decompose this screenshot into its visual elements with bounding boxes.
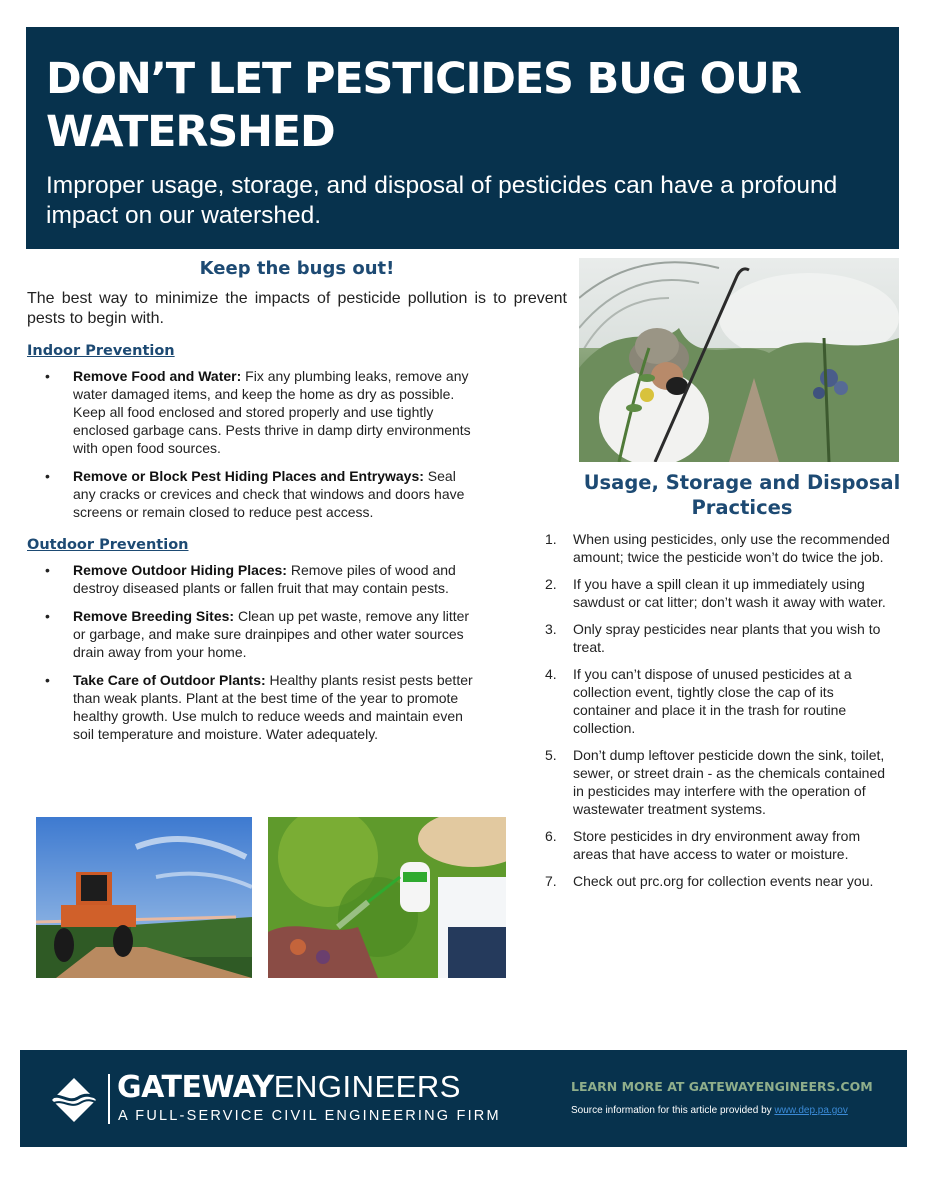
list-item <box>27 671 473 743</box>
item-text: Only spray pesticides near plants that you wish to treat. <box>573 621 881 655</box>
list-item <box>540 827 893 863</box>
item-text: When using pesticides, only use the recommended amount; twice the pesticide won’t do twice the job. <box>573 531 890 565</box>
item-text: Remove piles of wood and destroy diseased plants or fallen fruit that may contain pests. <box>73 562 456 596</box>
item-title: Remove Breeding Sites: <box>73 608 235 624</box>
item-title: Take Care of Outdoor Plants: <box>73 672 266 688</box>
item-number: 6. <box>545 828 557 844</box>
outdoor-prevention-list <box>27 561 567 743</box>
section-title-keep-bugs-out: Keep the bugs out! <box>199 258 395 279</box>
tractor-sprayer-image <box>36 817 252 978</box>
brand-name-bold: GATEWAY <box>117 1070 274 1105</box>
item-title: Remove Food and Water: <box>73 368 242 384</box>
diamond-wave-logo-icon <box>50 1076 98 1128</box>
list-item <box>27 467 473 521</box>
item-text: If you can’t dispose of unused pesticides at a collection event, tightly close the cap of its container and place it in the trash for routine collection. <box>573 666 852 736</box>
brand-name-light: ENGINEERS <box>273 1069 461 1104</box>
brand-name <box>117 1069 461 1106</box>
item-number: 3. <box>545 621 557 637</box>
footer-banner <box>20 1050 907 1147</box>
practices-list <box>540 530 900 890</box>
photo-gardener-spraying <box>268 817 506 978</box>
logo-divider <box>108 1074 110 1124</box>
list-item <box>540 575 893 611</box>
item-number: 1. <box>545 531 557 547</box>
photo-greenhouse-sprayer <box>579 258 899 462</box>
list-item <box>540 746 893 818</box>
item-text: Clean up pet waste, remove any litter or garbage, and make sure drainpipes and other water sources drain away from your home. <box>73 608 470 660</box>
list-item <box>27 607 473 661</box>
gardener-spraying-image <box>268 817 506 978</box>
keep-bugs-out-section <box>27 258 567 753</box>
item-title: Remove or Block Pest Hiding Places and Entryways: <box>73 468 424 484</box>
list-item <box>27 367 473 457</box>
learn-more-text: LEARN MORE AT GATEWAYENGINEERS.COM <box>571 1079 873 1094</box>
bullet-icon: • <box>45 608 50 624</box>
source-link[interactable]: www.dep.pa.gov <box>774 1105 848 1116</box>
page-title: DON’T LET PESTICIDES BUG OUR WATERSHED <box>46 54 801 157</box>
item-number: 5. <box>545 747 557 763</box>
item-text: Fix any plumbing leaks, remove any water damaged items, and keep the home as dry as possible. Keep all food enclosed and stored properly and use tightly enclosed garbage cans. Pests thrive in damp dirty environments with open food sources. <box>73 368 471 456</box>
usage-storage-disposal-section <box>540 470 900 899</box>
item-text: Store pesticides in dry environment away from areas that have access to water or moisture. <box>573 828 861 862</box>
source-prefix: Source information for this article provided by <box>571 1105 775 1116</box>
list-item <box>540 530 893 566</box>
item-title: Remove Outdoor Hiding Places: <box>73 562 287 578</box>
greenhouse-sprayer-image <box>579 258 899 462</box>
header-banner <box>26 27 899 249</box>
section-title-practices: Usage, Storage and Disposal Practices <box>583 471 901 519</box>
item-text: Check out prc.org for collection events near you. <box>573 873 874 889</box>
bullet-icon: • <box>45 672 50 688</box>
page-subtitle: Improper usage, storage, and disposal of pesticides can have a profound impact on our watershed. <box>46 172 838 229</box>
brand-tagline: A FULL-SERVICE CIVIL ENGINEERING FIRM <box>118 1108 501 1124</box>
item-text: Seal any cracks or crevices and check that windows and doors have screens or remain closed to reduce pest access. <box>73 468 465 520</box>
item-text: Healthy plants resist pests better than weak plants. Plant at the best time of the year to promote healthy growth. Use mulch to reduce weeds and maintain even soil temperature and moisture. Water adequately. <box>73 672 473 742</box>
bullet-icon: • <box>45 562 50 578</box>
list-item <box>27 561 473 597</box>
bullet-icon: • <box>45 368 50 384</box>
list-item <box>540 872 893 890</box>
photo-tractor-sprayer <box>36 817 252 978</box>
item-number: 7. <box>545 873 557 889</box>
item-text: If you have a spill clean it up immediately using sawdust or cat litter; don’t wash it away with water. <box>573 576 886 610</box>
item-number: 2. <box>545 576 557 592</box>
list-item <box>540 620 893 656</box>
item-number: 4. <box>545 666 557 682</box>
list-item <box>540 665 893 737</box>
indoor-prevention-heading: Indoor Prevention <box>27 343 175 359</box>
outdoor-prevention-heading: Outdoor Prevention <box>27 537 189 553</box>
item-text: Don’t dump leftover pesticide down the sink, toilet, sewer, or street drain - as the chemicals contained in pesticides may interfere with the operation of wastewater treatment systems. <box>573 747 886 817</box>
indoor-prevention-list <box>27 367 567 521</box>
intro-paragraph: The best way to minimize the impacts of pesticide pollution is to prevent pests to begin with. <box>27 290 567 327</box>
source-credit <box>571 1105 848 1116</box>
bullet-icon: • <box>45 468 50 484</box>
